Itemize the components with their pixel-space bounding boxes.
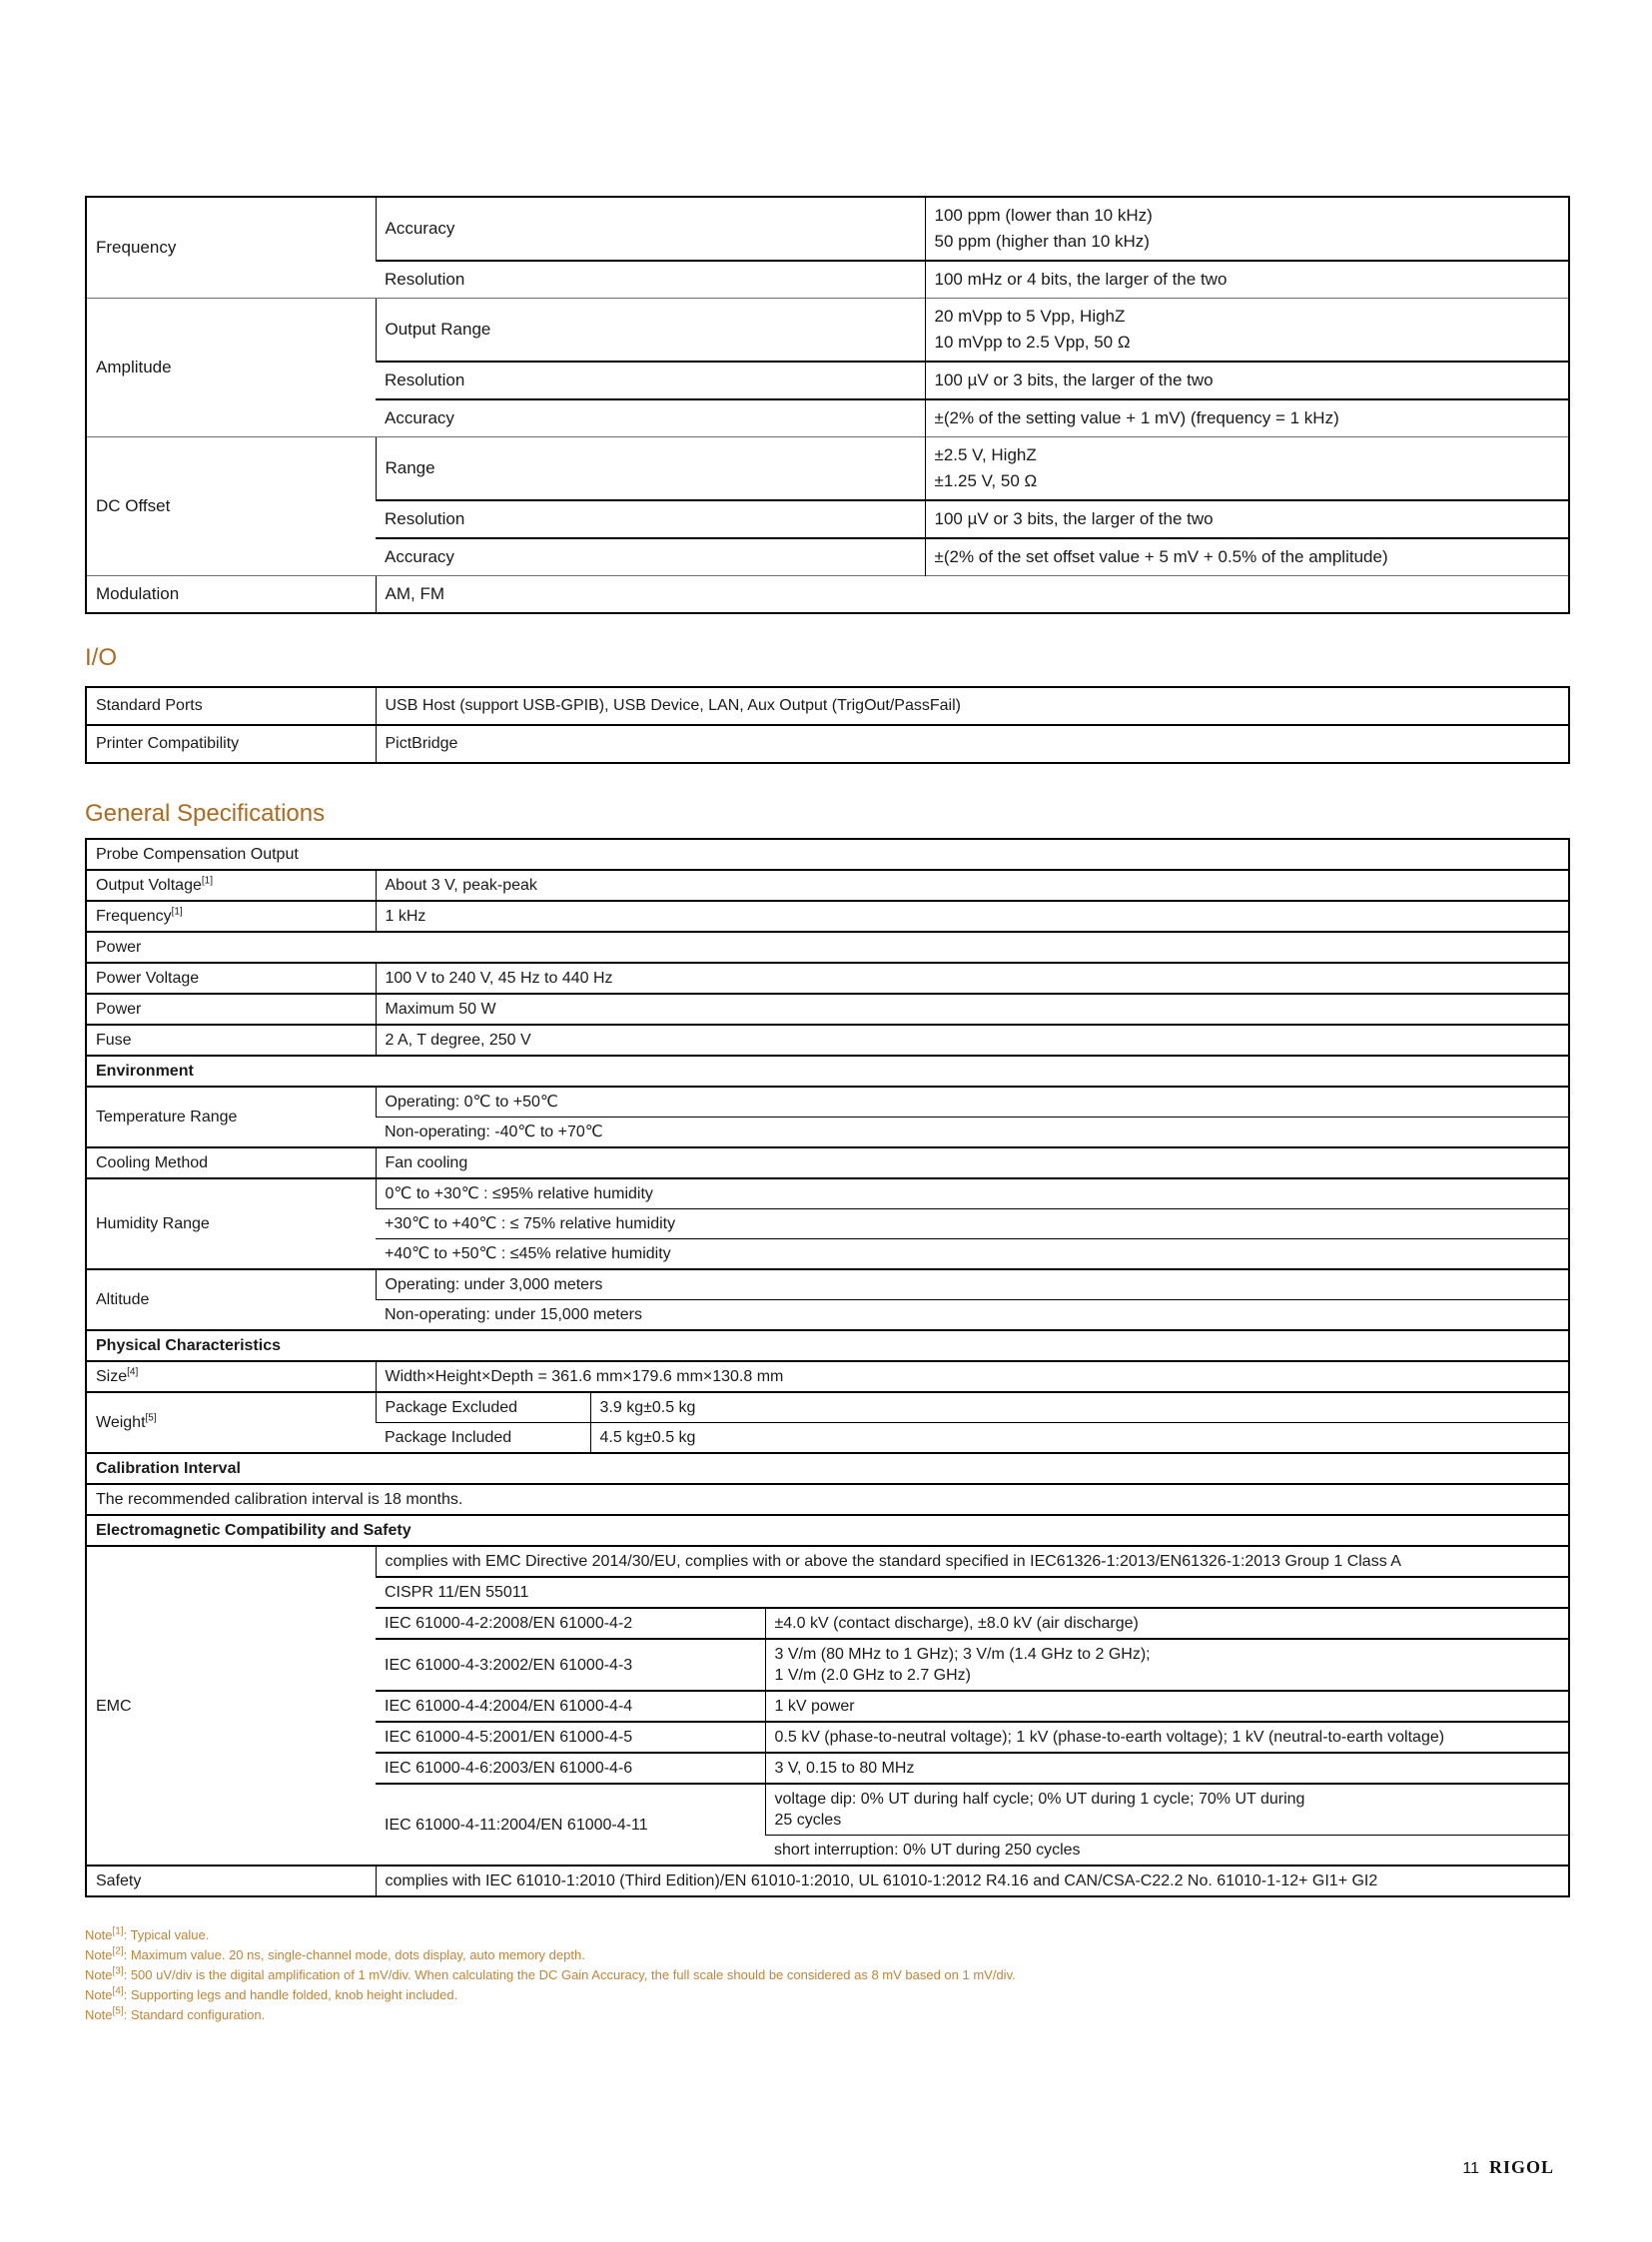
spec-value-cell: +40℃ to +50℃ : ≤45% relative humidity [376, 1239, 1569, 1270]
note-prefix: Note [85, 1967, 113, 1982]
emc-value-cell: 0.5 kV (phase-to-neutral voltage); 1 kV (phase-to-earth voltage); 1 kV (neutral-to-earth voltage) [765, 1722, 1569, 1753]
emc-code-cell: IEC 61000-4-11:2004/EN 61000-4-11 [376, 1784, 765, 1866]
io-table [85, 686, 1570, 764]
value-cell: ±(2% of the set offset value + 5 mV + 0.5% of the amplitude) [925, 538, 1569, 576]
spec-label-text: Size [96, 1368, 128, 1385]
note-ref: [4] [127, 1366, 139, 1378]
section-row [86, 839, 1569, 870]
spec-label-cell: Power [86, 994, 376, 1025]
spec-sublabel-cell: Package Excluded [376, 1392, 590, 1423]
table-row [86, 1087, 1569, 1118]
safety-row [86, 1866, 1569, 1896]
page-footer [1462, 2157, 1554, 2178]
note-ref: [1] [201, 875, 213, 887]
note-item [85, 2005, 1568, 2025]
calibration-note-row [86, 1484, 1569, 1515]
spec-label-cell: Standard Ports [96, 697, 203, 714]
value-cell: ±(2% of the setting value + 1 mV) (frequency = 1 kHz) [925, 399, 1569, 437]
note-prefix: Note [85, 2007, 113, 2022]
general-specifications-heading: General Specifications [85, 800, 326, 827]
section-row [86, 1515, 1569, 1546]
page-number: 11 [1462, 2160, 1479, 2177]
table-row [86, 901, 1569, 932]
table-row [86, 1269, 1569, 1300]
note-prefix: Note [85, 1947, 113, 1962]
section-label: Electromagnetic Compatibility and Safety [86, 1515, 1569, 1546]
param-cell: Range [376, 437, 925, 501]
spec-value-cell: PictBridge [376, 725, 1569, 763]
general-spec-table [85, 838, 1570, 1897]
spec-label-cell [86, 1361, 376, 1392]
io-heading: I/O [85, 644, 118, 671]
group-label-cell: Modulation [86, 576, 376, 614]
section-row [86, 1056, 1569, 1087]
note-text: : Standard configuration. [123, 2007, 266, 2022]
note-ref: [5] [145, 1412, 157, 1424]
value-cell: 100 mHz or 4 bits, the larger of the two [925, 261, 1569, 299]
note-text: : Typical value. [123, 1927, 210, 1942]
note-prefix: Note [85, 1987, 113, 2002]
note-ref: [1] [171, 906, 183, 918]
spec-value-cell: Non-operating: -40℃ to +70℃ [376, 1118, 1569, 1148]
spec-value-cell: +30℃ to +40℃ : ≤ 75% relative humidity [376, 1209, 1569, 1239]
spec-label-cell: Fuse [86, 1025, 376, 1056]
spec-label-cell: Printer Compatibility [86, 725, 376, 763]
note-text: : Supporting legs and handle folded, knob height included. [123, 1987, 458, 2002]
emc-value-cell: 1 kV power [765, 1691, 1569, 1722]
section-label: Power [86, 932, 1569, 963]
section-row [86, 1453, 1569, 1484]
emc-value-cell: 3 V, 0.15 to 80 MHz [765, 1753, 1569, 1784]
note-prefix: Note [85, 1927, 113, 1942]
note-text: : Maximum value. 20 ns, single-channel mode, dots display, auto memory depth. [123, 1947, 585, 1962]
spec-label-text: Weight [96, 1414, 146, 1431]
emc-value-cell: ±4.0 kV (contact discharge), ±8.0 kV (air discharge) [765, 1608, 1569, 1639]
emc-value-cell: 3 V/m (80 MHz to 1 GHz); 3 V/m (1.4 GHz to 2 GHz); 1 V/m (2.0 GHz to 2.7 GHz) [765, 1639, 1569, 1691]
spec-value-cell: 100 V to 240 V, 45 Hz to 440 Hz [376, 963, 1569, 994]
param-cell: Accuracy [376, 399, 925, 437]
table-row [86, 1361, 1569, 1392]
param-cell: Accuracy [376, 538, 925, 576]
spec-value-cell: 3.9 kg±0.5 kg [590, 1392, 1569, 1423]
spec-label-cell [86, 901, 376, 932]
value-cell: 20 mVpp to 5 Vpp, HighZ 10 mVpp to 2.5 Vpp, 50 Ω [925, 299, 1569, 363]
spec-label-cell: Power Voltage [86, 963, 376, 994]
table-row [86, 725, 1569, 763]
spec-label-cell: Temperature Range [86, 1087, 376, 1147]
table-row [86, 687, 1569, 725]
note-ref: [3] [112, 1965, 124, 1977]
note-text: : 500 uV/div is the digital amplification of 1 mV/div. When calculating the DC Gain Accuracy, the full scale should be considered as 8 mV based on 1 mV/div. [123, 1967, 1016, 1982]
spec-label-cell [86, 1392, 376, 1453]
emc-code-cell: IEC 61000-4-2:2008/EN 61000-4-2 [376, 1608, 765, 1639]
note-item [85, 1965, 1568, 1985]
value-cell: ±2.5 V, HighZ ±1.25 V, 50 Ω [925, 437, 1569, 501]
table-row [86, 1392, 1569, 1423]
emc-value-cell: complies with EMC Directive 2014/30/EU, complies with or above the standard specified in IEC61326-1:2013/EN61326-1:2013 Group 1 Class A [376, 1546, 1569, 1577]
spec-value-cell: About 3 V, peak-peak [376, 870, 1569, 901]
emc-value-cell: CISPR 11/EN 55011 [376, 1577, 1569, 1608]
spec-value-cell: complies with IEC 61010-1:2010 (Third Edition)/EN 61010-1:2010, UL 61010-1:2012 R4.16 and CAN/CSA-C22.2 No. 61010-1-12+ GI1+ GI2 [376, 1866, 1569, 1896]
param-cell: Output Range [376, 299, 925, 363]
output-spec-table [85, 196, 1570, 614]
emc-value-cell: short interruption: 0% UT during 250 cycles [765, 1836, 1569, 1867]
table-row [86, 1025, 1569, 1056]
param-cell: Accuracy [376, 197, 925, 261]
note-ref: [2] [112, 1945, 124, 1957]
spec-value-cell: Operating: under 3,000 meters [376, 1269, 1569, 1300]
value-cell: 100 ppm (lower than 10 kHz) 50 ppm (higher than 10 kHz) [925, 197, 1569, 261]
table-row [86, 1178, 1569, 1209]
table-row [86, 963, 1569, 994]
section-label: Probe Compensation Output [96, 846, 299, 863]
table-row [86, 994, 1569, 1025]
spec-label-cell: Safety [86, 1866, 376, 1896]
emc-code-cell: IEC 61000-4-4:2004/EN 61000-4-4 [376, 1691, 765, 1722]
footnotes [85, 1925, 1568, 2025]
spec-value-cell: 4.5 kg±0.5 kg [590, 1423, 1569, 1454]
spec-value-cell: Non-operating: under 15,000 meters [376, 1300, 1569, 1331]
group-label-cell: DC Offset [86, 437, 376, 576]
spec-label-cell: Altitude [86, 1269, 376, 1330]
table-row [86, 1147, 1569, 1178]
section-row [86, 932, 1569, 963]
emc-code-cell: IEC 61000-4-6:2003/EN 61000-4-6 [376, 1753, 765, 1784]
note-item [85, 1985, 1568, 2005]
param-cell: Resolution [376, 261, 925, 299]
table-row [86, 870, 1569, 901]
value-cell: AM, FM [376, 576, 1569, 614]
value-cell: 100 µV or 3 bits, the larger of the two [925, 500, 1569, 538]
note-item [85, 1945, 1568, 1965]
spec-value-cell: 2 A, T degree, 250 V [376, 1025, 1569, 1056]
note-ref: [1] [112, 1925, 124, 1937]
table-row [86, 437, 1569, 501]
spec-value-cell: Operating: 0℃ to +50℃ [376, 1087, 1569, 1118]
group-label-cell: Amplitude [86, 299, 376, 437]
page-content [85, 196, 1568, 2025]
spec-label-cell [86, 870, 376, 901]
note-ref: [5] [112, 2005, 124, 2017]
section-label: Physical Characteristics [86, 1330, 1569, 1361]
spec-value-cell: 1 kHz [376, 901, 1569, 932]
spec-label-text: Output Voltage [96, 877, 202, 894]
table-row [86, 197, 1569, 261]
param-cell: Resolution [376, 362, 925, 399]
brand-logo-text: RIGOL [1488, 2157, 1554, 2177]
spec-label-cell: Humidity Range [86, 1178, 376, 1269]
spec-value-cell: Fan cooling [376, 1147, 1569, 1178]
emc-code-cell: IEC 61000-4-3:2002/EN 61000-4-3 [376, 1639, 765, 1691]
emc-value-cell: voltage dip: 0% UT during half cycle; 0% UT during 1 cycle; 70% UT during 25 cycles [765, 1784, 1569, 1836]
param-cell: Resolution [376, 500, 925, 538]
table-row [86, 299, 1569, 363]
spec-value-cell: 0℃ to +30℃ : ≤95% relative humidity [376, 1178, 1569, 1209]
section-label: Environment [86, 1056, 1569, 1087]
spec-label-cell: Cooling Method [86, 1147, 376, 1178]
emc-label-cell: EMC [86, 1546, 376, 1866]
spec-sublabel-cell: Package Included [376, 1423, 590, 1454]
spec-value-cell: Width×Height×Depth = 361.6 mm×179.6 mm×130.8 mm [376, 1361, 1569, 1392]
calibration-text: The recommended calibration interval is 18 months. [86, 1484, 1569, 1515]
spec-value-cell: USB Host (support USB-GPIB), USB Device, LAN, Aux Output (TrigOut/PassFail) [376, 687, 1569, 725]
table-row [86, 576, 1569, 614]
emc-code-cell: IEC 61000-4-5:2001/EN 61000-4-5 [376, 1722, 765, 1753]
note-ref: [4] [112, 1985, 124, 1997]
spec-label-text: Frequency [96, 908, 172, 925]
spec-value-cell: Maximum 50 W [376, 994, 1569, 1025]
section-label: Calibration Interval [86, 1453, 1569, 1484]
section-row [86, 1330, 1569, 1361]
table-row [86, 1546, 1569, 1577]
note-item [85, 1925, 1568, 1945]
value-cell: 100 µV or 3 bits, the larger of the two [925, 362, 1569, 399]
group-label-cell: Frequency [96, 238, 177, 257]
